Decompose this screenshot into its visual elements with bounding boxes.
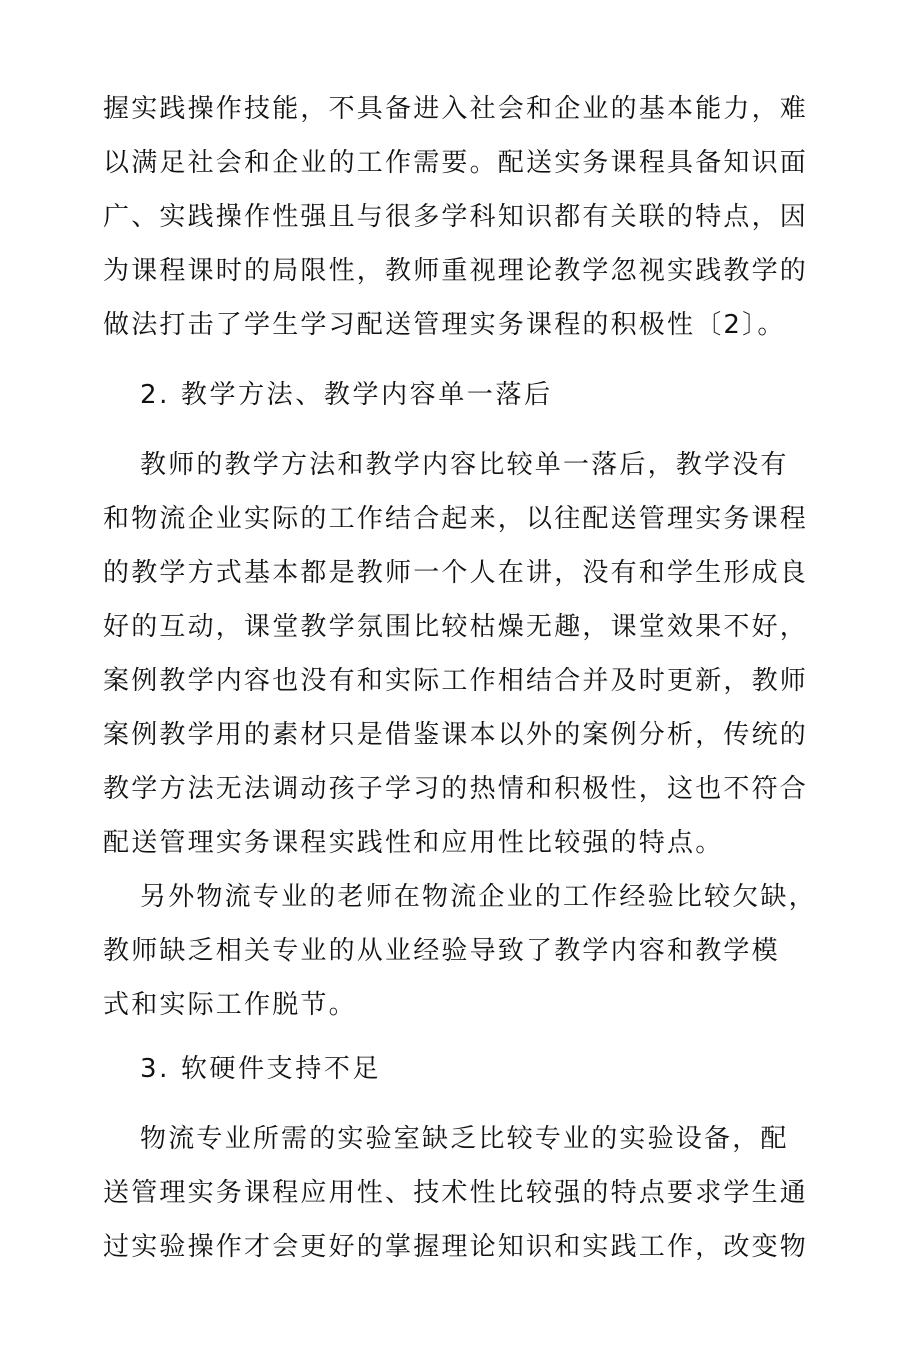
paragraph-line: 过实验操作才会更好的掌握理论知识和实践工作，改变物 <box>103 1232 809 1262</box>
paragraph-line: 送管理实务课程应用性、技术性比较强的特点要求学生通 <box>103 1178 809 1208</box>
paragraph-line: 教师的教学方法和教学内容比较单一落后，教学没有 <box>140 450 789 480</box>
paragraph-line: 做法打击了学生学习配送管理实务课程的积极性〔2〕。 <box>103 310 786 340</box>
section-heading: 2. 教学方法、教学内容单一落后 <box>140 380 553 410</box>
paragraph-line: 的教学方式基本都是教师一个人在讲，没有和学生形成良 <box>103 558 809 588</box>
paragraph-line: 案例教学用的素材只是借鉴课本以外的案例分析，传统的 <box>103 720 809 750</box>
paragraph-line: 以满足社会和企业的工作需要。配送实务课程具备知识面 <box>103 148 809 178</box>
paragraph-line: 配送管理实务课程实践性和应用性比较强的特点。 <box>103 828 724 858</box>
paragraph-line: 教学方法无法调动孩子学习的热情和积极性，这也不符合 <box>103 774 809 804</box>
paragraph-line: 好的互动，课堂教学氛围比较枯燥无趣，课堂效果不好， <box>103 612 809 642</box>
paragraph-line: 案例教学内容也没有和实际工作相结合并及时更新，教师 <box>103 666 809 696</box>
paragraph-line: 另外物流专业的老师在物流企业的工作经验比较欠缺， <box>140 882 817 912</box>
paragraph-line: 物流专业所需的实验室缺乏比较专业的实验设备，配 <box>140 1124 789 1154</box>
paragraph-line: 握实践操作技能，不具备进入社会和企业的基本能力，难 <box>103 94 809 124</box>
paragraph-line: 和物流企业实际的工作结合起来，以往配送管理实务课程 <box>103 504 809 534</box>
section-heading: 3. 软硬件支持不足 <box>140 1054 382 1084</box>
paragraph-line: 式和实际工作脱节。 <box>103 990 357 1020</box>
paragraph-line: 为课程课时的局限性，教师重视理论教学忽视实践教学的 <box>103 256 809 286</box>
paragraph-line: 教师缺乏相关专业的从业经验导致了教学内容和教学模 <box>103 936 780 966</box>
paragraph-line: 广、实践操作性强且与很多学科知识都有关联的特点，因 <box>103 202 809 232</box>
